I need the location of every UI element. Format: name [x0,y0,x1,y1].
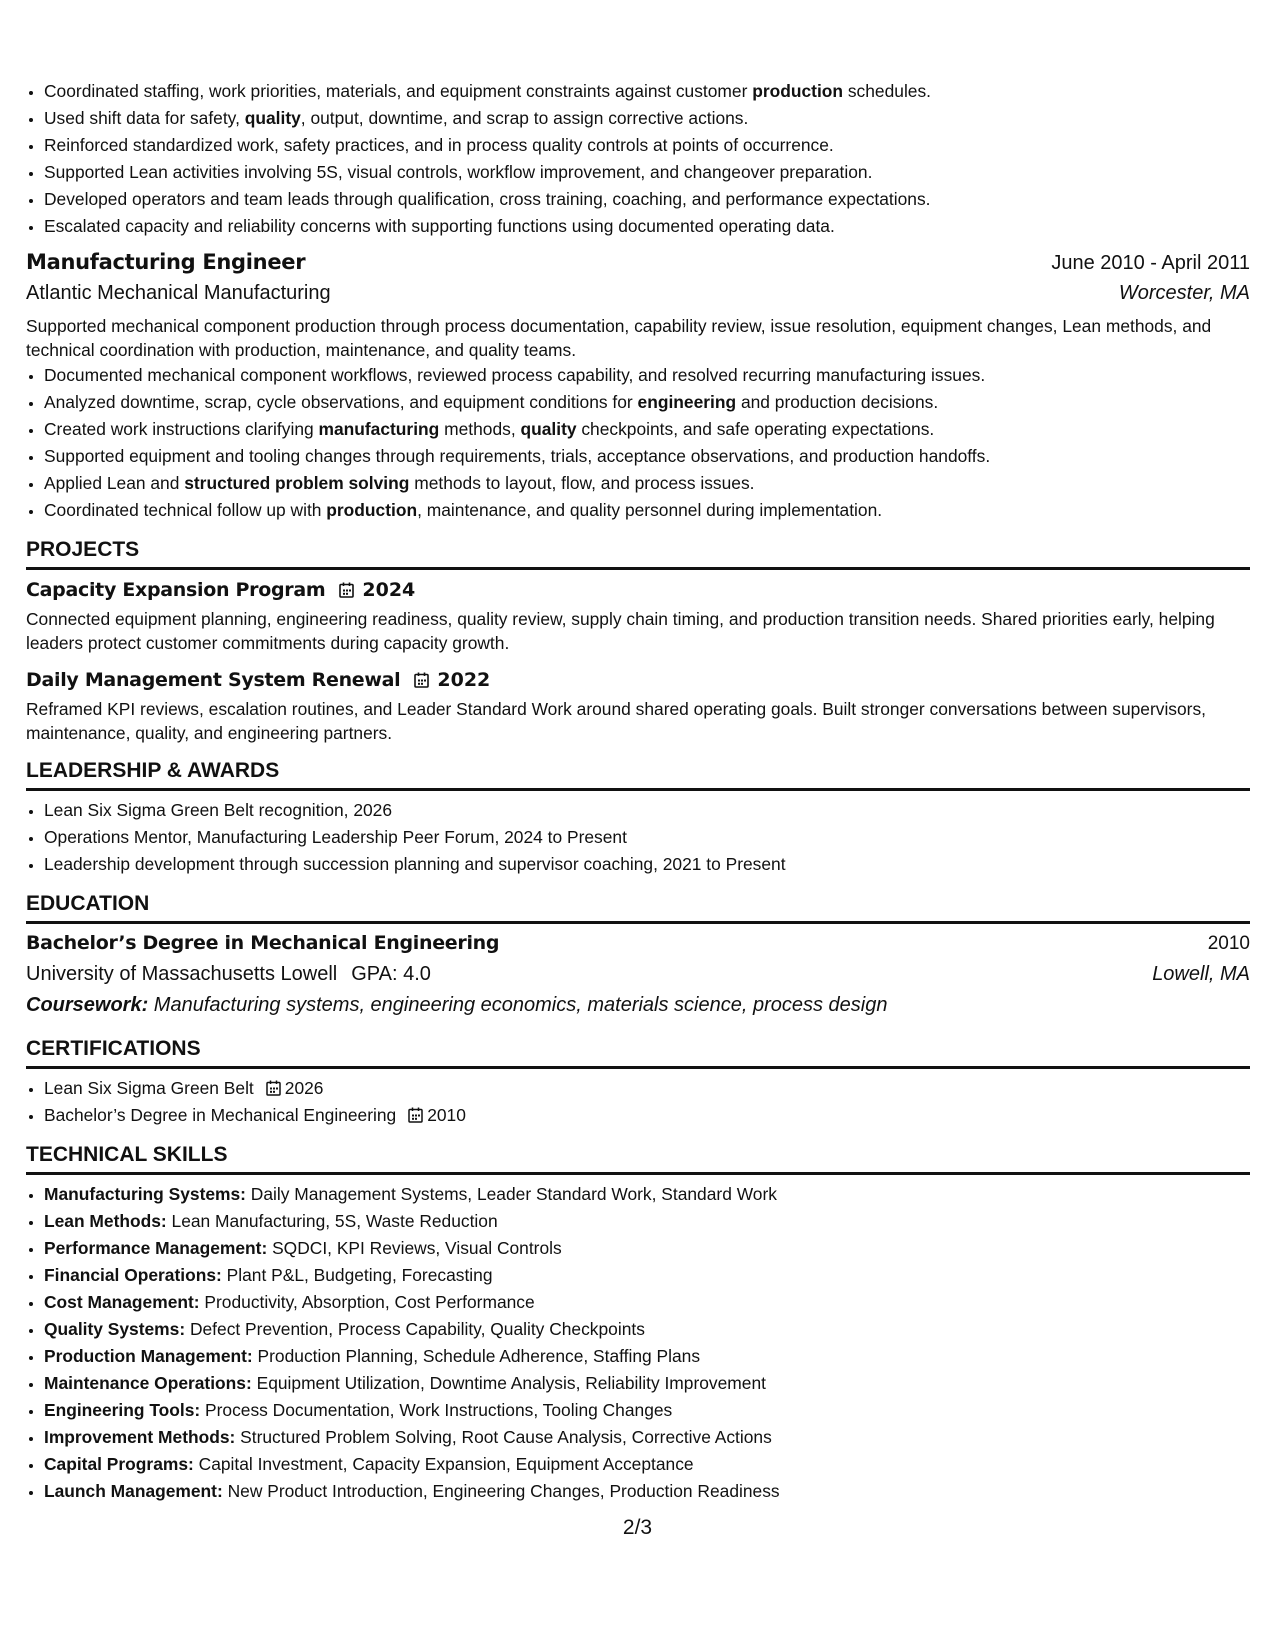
bullet-text: Documented mechanical component workflows, reviewed process capability, and resolved recurring manufacturing issues. [44,365,986,385]
leadership-list [26,797,1250,878]
bullet-text: methods, [439,419,521,439]
bullet-text: checkpoints, and safe operating expectations. [576,419,935,439]
job-location: Worcester, MA [1118,282,1250,304]
bullet-text: Coordinated staffing, work priorities, materials, and equipment constraints against customer [44,81,753,101]
list-item [44,416,1250,443]
bullet-keyword: structured problem solving [184,473,410,493]
job-subheader [26,282,1250,305]
bullet-text: schedules. [843,81,932,101]
list-item [44,1208,1250,1235]
bullet-keyword: quality [520,419,577,439]
coursework-text: Manufacturing systems, engineering economics, materials science, process design [148,994,888,1016]
list-item [44,497,1250,524]
list-item [44,1424,1250,1451]
job-dates: June 2010 - April 2011 [1051,252,1250,274]
certification-year: 2026 [284,1078,324,1098]
list-item [44,443,1250,470]
skill-label: Manufacturing Systems: [44,1184,246,1204]
bullet-keyword: production [752,81,844,101]
list-item: • Leadership development through succession planning and supervisor coaching, 2021 to Present [44,851,1250,878]
certifications-list [26,1075,1250,1129]
skill-value: Lean Manufacturing, 5S, Waste Reduction [166,1211,498,1231]
skill-value: New Product Introduction, Engineering Changes, Production Readiness [222,1481,780,1501]
list-item [44,1262,1250,1289]
list-item [44,1370,1250,1397]
company-name: Atlantic Mechanical Manufacturing [26,282,331,304]
gpa: GPA: 4.0 [351,963,431,985]
calendar-icon [408,1107,423,1123]
bullet-keyword: production [326,500,418,520]
bullet-text: Analyzed downtime, scrap, cycle observations, and equipment conditions for [44,392,638,412]
section-title-leadership: LEADERSHIP & AWARDS [26,759,1250,791]
project-year: 2022 [437,669,491,691]
list-item [44,1289,1250,1316]
list-item [44,362,1250,389]
list-item [44,186,1250,213]
skill-label: Cost Management: [44,1292,200,1312]
list-item [44,159,1250,186]
list-item [44,213,1250,240]
bullet-text: Reinforced standardized work, safety practices, and in process quality controls at points of occurrence. [44,135,834,155]
list-item [44,1316,1250,1343]
bullet-text: methods to layout, flow, and process issues. [409,473,755,493]
skill-value: Productivity, Absorption, Cost Performance [199,1292,535,1312]
skill-label: Performance Management: [44,1238,268,1258]
project-title: Capacity Expansion Program [26,579,326,601]
degree-year: 2010 [1207,933,1250,954]
skill-label: Production Management: [44,1346,253,1366]
skill-value: Daily Management Systems, Leader Standard Work, Standard Work [245,1184,777,1204]
skill-value: Defect Prevention, Process Capability, Quality Checkpoints [185,1319,645,1339]
list-item [44,1478,1250,1505]
skill-value: Structured Problem Solving, Root Cause Analysis, Corrective Actions [235,1427,772,1447]
school-name: University of Massachusetts Lowell [26,963,338,985]
list-item [44,1235,1250,1262]
certification-year: 2010 [427,1105,466,1125]
list-item [44,132,1250,159]
job-summary: Supported mechanical component production through process documentation, capability review, issue resolution, equipment changes, Lean methods, and technical coordination with production, maintenance, and quality teams. [26,316,1212,360]
skill-label: Maintenance Operations: [44,1373,252,1393]
calendar-icon [339,582,354,598]
skill-value: SQDCI, KPI Reviews, Visual Controls [267,1238,562,1258]
bullet-text: Developed operators and team leads through qualification, cross training, coaching, and performance expectations. [44,189,931,209]
bullet-text: Used shift data for safety, [44,108,245,128]
project-year: 2024 [362,579,416,601]
section-title-projects: PROJECTS [26,538,1250,570]
project-description: Reframed KPI reviews, escalation routines, and Leader Standard Work around shared operating goals. Built stronger conversations between supervisors, maintenance, quality, and engineering partners. [26,699,1206,743]
calendar-icon [266,1080,281,1096]
bullet-keyword: engineering [637,392,737,412]
list-item: • Operations Mentor, Manufacturing Leadership Peer Forum, 2024 to Present [44,824,1250,851]
skill-label: Capital Programs: [44,1454,194,1474]
education-subheader [26,963,1250,986]
certification-name: Lean Six Sigma Green Belt [44,1078,254,1098]
list-item [44,470,1250,497]
skill-value: Production Planning, Schedule Adherence, Staffing Plans [252,1346,701,1366]
list-item [44,1343,1250,1370]
skill-label: Engineering Tools: [44,1400,201,1420]
section-title-skills: TECHNICAL SKILLS [26,1143,1250,1175]
list-item [44,1075,1250,1102]
calendar-icon [414,672,429,688]
section-title-certifications: CERTIFICATIONS [26,1037,1250,1069]
list-item [44,1451,1250,1478]
job-title: Manufacturing Engineer [26,250,306,274]
project-description: Connected equipment planning, engineering readiness, quality review, supply chain timing, and production transition needs. Shared priorities early, helping leaders protect customer commitments during capacity growth. [26,609,1215,653]
resume-page [26,78,1250,1505]
bullet-text: Supported Lean activities involving 5S, visual controls, workflow improvement, and changeover preparation. [44,162,873,182]
bullet-text: Supported equipment and tooling changes through requirements, trials, acceptance observations, and production handoffs. [44,446,991,466]
section-title-education: EDUCATION [26,892,1250,924]
project-header [26,579,1250,601]
list-item [44,1397,1250,1424]
bullet-keyword: quality [244,108,301,128]
list-item [44,1181,1250,1208]
bullet-text: and production decisions. [736,392,939,412]
coursework [26,994,1250,1017]
bullet-text: Coordinated technical follow up with [44,500,327,520]
bullet-text: Applied Lean and [44,473,185,493]
list-item [44,78,1250,105]
skill-value: Capital Investment, Capacity Expansion, Equipment Acceptance [193,1454,694,1474]
degree-title: Bachelor’s Degree in Mechanical Engineering [26,932,500,954]
bullet-text: Escalated capacity and reliability concerns with supporting functions using documented operating data. [44,216,835,236]
list-item [44,105,1250,132]
skill-label: Lean Methods: [44,1211,167,1231]
certification-name: Bachelor’s Degree in Mechanical Engineering [44,1105,397,1125]
list-item: • Lean Six Sigma Green Belt recognition, 2026 [44,797,1250,824]
skill-value: Plant P&L, Budgeting, Forecasting [221,1265,493,1285]
bullet-text: Created work instructions clarifying [44,419,319,439]
job-header [26,250,1250,275]
skill-label: Launch Management: [44,1481,223,1501]
list-item [44,1102,1250,1129]
skill-label: Improvement Methods: [44,1427,236,1447]
bullet-text: , maintenance, and quality personnel during implementation. [417,500,883,520]
skill-label: Quality Systems: [44,1319,186,1339]
skill-label: Financial Operations: [44,1265,222,1285]
prior-job-bullets [26,78,1250,240]
project-title: Daily Management System Renewal [26,669,401,691]
bullet-text: , output, downtime, and scrap to assign corrective actions. [300,108,749,128]
skill-value: Process Documentation, Work Instructions, Tooling Changes [200,1400,673,1420]
job-bullets [26,362,1250,524]
skill-value: Equipment Utilization, Downtime Analysis, Reliability Improvement [251,1373,766,1393]
list-item [44,389,1250,416]
page-number: 2/3 [622,1516,653,1539]
education-header [26,932,1250,955]
coursework-label: Coursework: [26,994,149,1016]
school-location: Lowell, MA [1152,963,1250,985]
skills-list [26,1181,1250,1505]
bullet-keyword: manufacturing [318,419,440,439]
project-header [26,669,1250,691]
